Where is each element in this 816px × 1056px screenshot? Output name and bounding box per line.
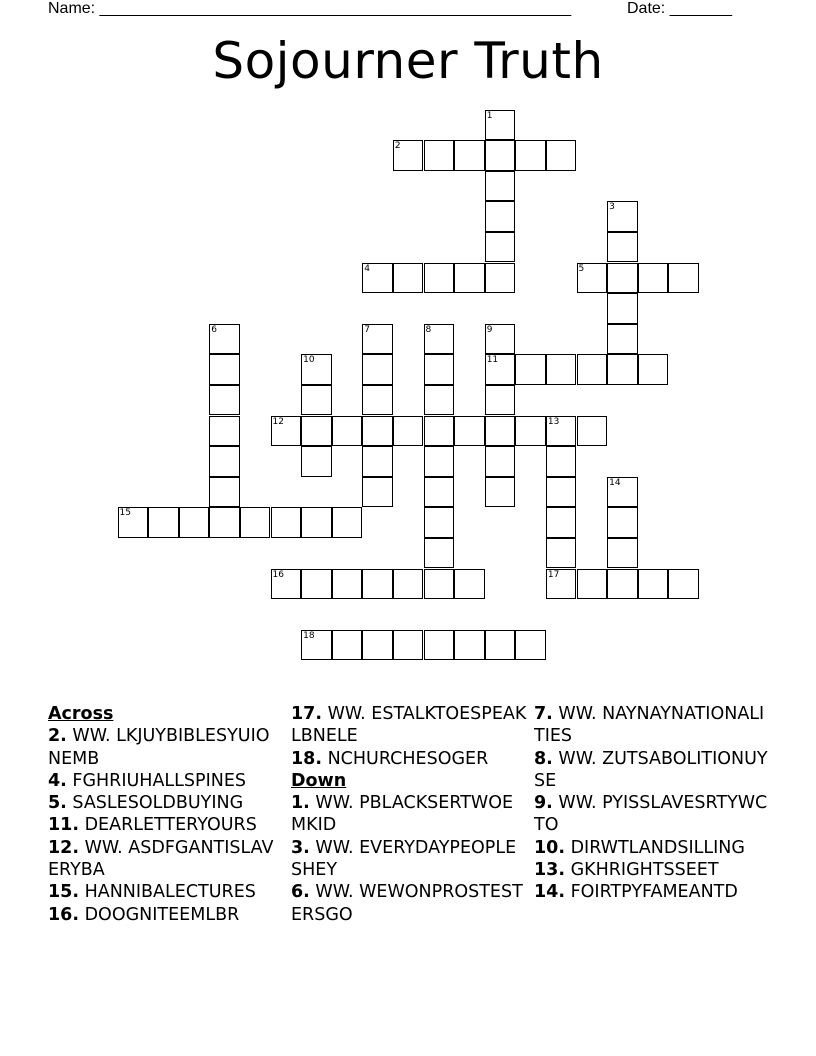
clue-number: 10. [534, 837, 566, 858]
crossword-cell[interactable] [424, 569, 455, 600]
crossword-cell[interactable] [209, 385, 240, 416]
clue-text: FOIRTPYFAMEANTD [565, 882, 738, 903]
crossword-cell[interactable] [301, 416, 332, 447]
crossword-cell[interactable] [485, 263, 516, 294]
crossword-cell[interactable] [301, 569, 332, 600]
crossword-cell[interactable] [577, 569, 608, 600]
across-clue [48, 770, 276, 792]
crossword-cell[interactable] [362, 385, 393, 416]
clue-number: 16. [48, 904, 80, 925]
crossword-cell[interactable] [607, 354, 638, 385]
clue-text: WW. ESTALKTOESPEAKLBNELE [291, 704, 527, 747]
crossword-cell[interactable] [454, 416, 485, 447]
down-clue [291, 881, 527, 926]
clue-number-label: 16 [272, 569, 284, 580]
crossword-cell[interactable] [332, 416, 363, 447]
crossword-cell[interactable] [454, 263, 485, 294]
clue-number: 4. [48, 770, 67, 791]
crossword-cell[interactable] [638, 354, 669, 385]
crossword-cell[interactable] [485, 477, 516, 508]
crossword-cell[interactable] [393, 569, 424, 600]
clue-number-label: 5 [578, 263, 585, 274]
clue-number-label: 6 [211, 324, 218, 335]
crossword-cell[interactable] [209, 477, 240, 508]
clue-text: WW. WEWONPROSTESTERSGO [291, 882, 523, 925]
clue-number-label: 15 [119, 508, 131, 519]
crossword-cell[interactable] [424, 385, 455, 416]
across-clue [48, 814, 276, 836]
down-clue [534, 748, 774, 793]
crossword-cell[interactable] [393, 630, 424, 661]
crossword-cell[interactable] [485, 630, 516, 661]
crossword-cell[interactable] [454, 569, 485, 600]
crossword-cell[interactable] [424, 477, 455, 508]
crossword-cell[interactable] [424, 630, 455, 661]
clue-text: DIRWTLANDSILLING [565, 837, 745, 858]
crossword-cell[interactable] [424, 416, 455, 447]
across-clue [48, 904, 276, 926]
clue-number: 2. [48, 726, 67, 747]
clue-number: 17. [291, 704, 323, 724]
crossword-cell[interactable] [362, 630, 393, 661]
across-clue [48, 881, 276, 903]
clue-text: HANNIBALECTURES [79, 882, 256, 903]
crossword-cell[interactable] [362, 446, 393, 477]
clues-column-1 [48, 703, 276, 926]
crossword-cell[interactable] [485, 140, 516, 171]
crossword-cell[interactable] [607, 263, 638, 294]
crossword-cell[interactable] [546, 538, 577, 569]
clue-text: WW. EVERYDAYPEOPLESHEY [291, 837, 517, 881]
crossword-cell[interactable] [515, 354, 546, 385]
crossword-cell[interactable] [362, 416, 393, 447]
crossword-cell[interactable] [393, 416, 424, 447]
crossword-cell[interactable] [332, 507, 363, 538]
crossword-cell[interactable] [424, 263, 455, 294]
down-clue [534, 859, 774, 881]
clue-number-label: 4 [364, 263, 371, 274]
crossword-cell[interactable] [607, 569, 638, 600]
clue-number: 13. [534, 860, 566, 881]
clue-number: 7. [534, 704, 553, 724]
crossword-cell[interactable] [546, 140, 577, 171]
crossword-cell[interactable] [148, 507, 179, 538]
down-clue [534, 703, 774, 748]
page-title: Sojourner Truth [212, 32, 604, 90]
crossword-cell[interactable] [424, 354, 455, 385]
crossword-cell[interactable] [607, 538, 638, 569]
crossword-cell[interactable] [332, 630, 363, 661]
clue-number: 14. [534, 882, 566, 903]
clue-number-label: 10 [303, 355, 315, 366]
crossword-cell[interactable] [209, 507, 240, 538]
clue-number: 1. [291, 793, 310, 814]
crossword-cell[interactable] [485, 416, 516, 447]
crossword-cell[interactable] [393, 263, 424, 294]
clue-text: GKHRIGHTSSEET [565, 860, 719, 881]
crossword-cell[interactable] [607, 324, 638, 355]
crossword-cell[interactable] [577, 416, 608, 447]
down-heading: Down [291, 770, 347, 791]
clue-number: 6. [291, 882, 310, 903]
crossword-cell[interactable] [485, 385, 516, 416]
date-field-label: Date: _______ [627, 0, 732, 17]
crossword-cell[interactable] [454, 140, 485, 171]
clue-text: WW. PBLACKSERTWOEMKID [291, 793, 514, 836]
crossword-cell[interactable] [515, 630, 546, 661]
crossword-cell[interactable] [271, 507, 302, 538]
crossword-cell[interactable] [607, 232, 638, 263]
clue-number-label: 13 [547, 416, 560, 427]
clue-number-label: 2 [394, 141, 401, 152]
crossword-cell[interactable] [577, 354, 608, 385]
crossword-cell[interactable] [546, 477, 577, 508]
down-clue [291, 792, 527, 837]
across-clue [291, 703, 527, 748]
clue-number-label: 1 [486, 110, 493, 121]
crossword-cell[interactable] [362, 354, 393, 385]
crossword-cell[interactable] [362, 477, 393, 508]
crossword-cell[interactable] [424, 538, 455, 569]
clue-number-label: 11 [486, 355, 499, 366]
down-clue [534, 837, 774, 859]
name-field-label: Name: _____________________________________________________ [48, 0, 572, 17]
crossword-cell[interactable] [485, 171, 516, 202]
clue-number-label: 7 [364, 324, 371, 335]
crossword-cell[interactable] [332, 569, 363, 600]
crossword-cell[interactable] [546, 446, 577, 477]
down-clue [534, 792, 774, 837]
crossword-cell[interactable] [209, 446, 240, 477]
crossword-cell[interactable] [424, 507, 455, 538]
crossword-cell[interactable] [485, 446, 516, 477]
crossword-cell[interactable] [209, 416, 240, 447]
clue-number: 8. [534, 748, 553, 769]
crossword-cell[interactable] [668, 263, 699, 294]
down-clue [291, 837, 527, 882]
clue-number: 11. [48, 815, 80, 836]
crossword-cell[interactable] [301, 507, 332, 538]
crossword-cell[interactable] [668, 569, 699, 600]
clue-number-label: 14 [609, 477, 621, 488]
crossword-cell[interactable] [424, 446, 455, 477]
crossword-cell[interactable] [209, 354, 240, 385]
clue-number: 9. [534, 793, 553, 814]
crossword-cell[interactable] [638, 569, 669, 600]
crossword-cell[interactable] [546, 507, 577, 538]
across-clue [48, 837, 276, 882]
across-clue [48, 792, 276, 814]
crossword-cell[interactable] [515, 416, 546, 447]
crossword-cell[interactable] [240, 507, 271, 538]
clue-text: WW. ASDFGANTISLAVERYBA [48, 837, 274, 881]
across-clue [291, 748, 527, 770]
clue-text: NCHURCHESOGER [322, 748, 489, 769]
clue-number-label: 12 [272, 416, 284, 427]
clue-number-label: 3 [609, 202, 615, 213]
clue-number-label: 18 [303, 630, 315, 641]
crossword-cell[interactable] [638, 263, 669, 294]
clue-text: DOOGNITEEMLBR [79, 904, 240, 925]
crossword-cell[interactable] [515, 140, 546, 171]
crossword-cell[interactable] [301, 385, 332, 416]
clue-text: WW. PYISSLAVESRTYWCTO [534, 793, 768, 836]
clue-text: WW. NAYNAYNATIONALITIES [534, 704, 765, 747]
across-clue [48, 725, 276, 770]
clue-text: FGHRIUHALLSPINES [66, 770, 247, 791]
clue-text: DEARLETTERYOURS [79, 815, 257, 836]
down-clue [534, 881, 774, 903]
clue-text: SASLESOLDBUYING [66, 793, 244, 814]
crossword-cell[interactable] [362, 569, 393, 600]
clue-text: WW. LKJUYBIBLESYUIONEMB [48, 726, 270, 769]
crossword-cell[interactable] [546, 354, 577, 385]
clue-number: 5. [48, 793, 67, 814]
clue-number-label: 9 [486, 324, 493, 335]
clues-column-2 [291, 703, 527, 926]
crossword-cell[interactable] [485, 232, 516, 263]
clue-text: WW. ZUTSABOLITIONUYSE [534, 748, 768, 791]
clue-number: 12. [48, 837, 80, 858]
crossword-cell[interactable] [424, 140, 455, 171]
crossword-cell[interactable] [485, 201, 516, 232]
across-heading: Across [48, 704, 114, 724]
clue-number: 18. [291, 748, 323, 769]
clue-number: 15. [48, 882, 80, 903]
clue-number: 3. [291, 837, 310, 858]
crossword-cell[interactable] [607, 293, 638, 324]
crossword-cell[interactable] [607, 507, 638, 538]
clues-column-3 [534, 703, 774, 904]
crossword-cell[interactable] [179, 507, 210, 538]
crossword-cell[interactable] [454, 630, 485, 661]
crossword-cell[interactable] [301, 446, 332, 477]
clue-number-label: 8 [425, 324, 432, 335]
clue-number-label: 17 [547, 569, 560, 580]
